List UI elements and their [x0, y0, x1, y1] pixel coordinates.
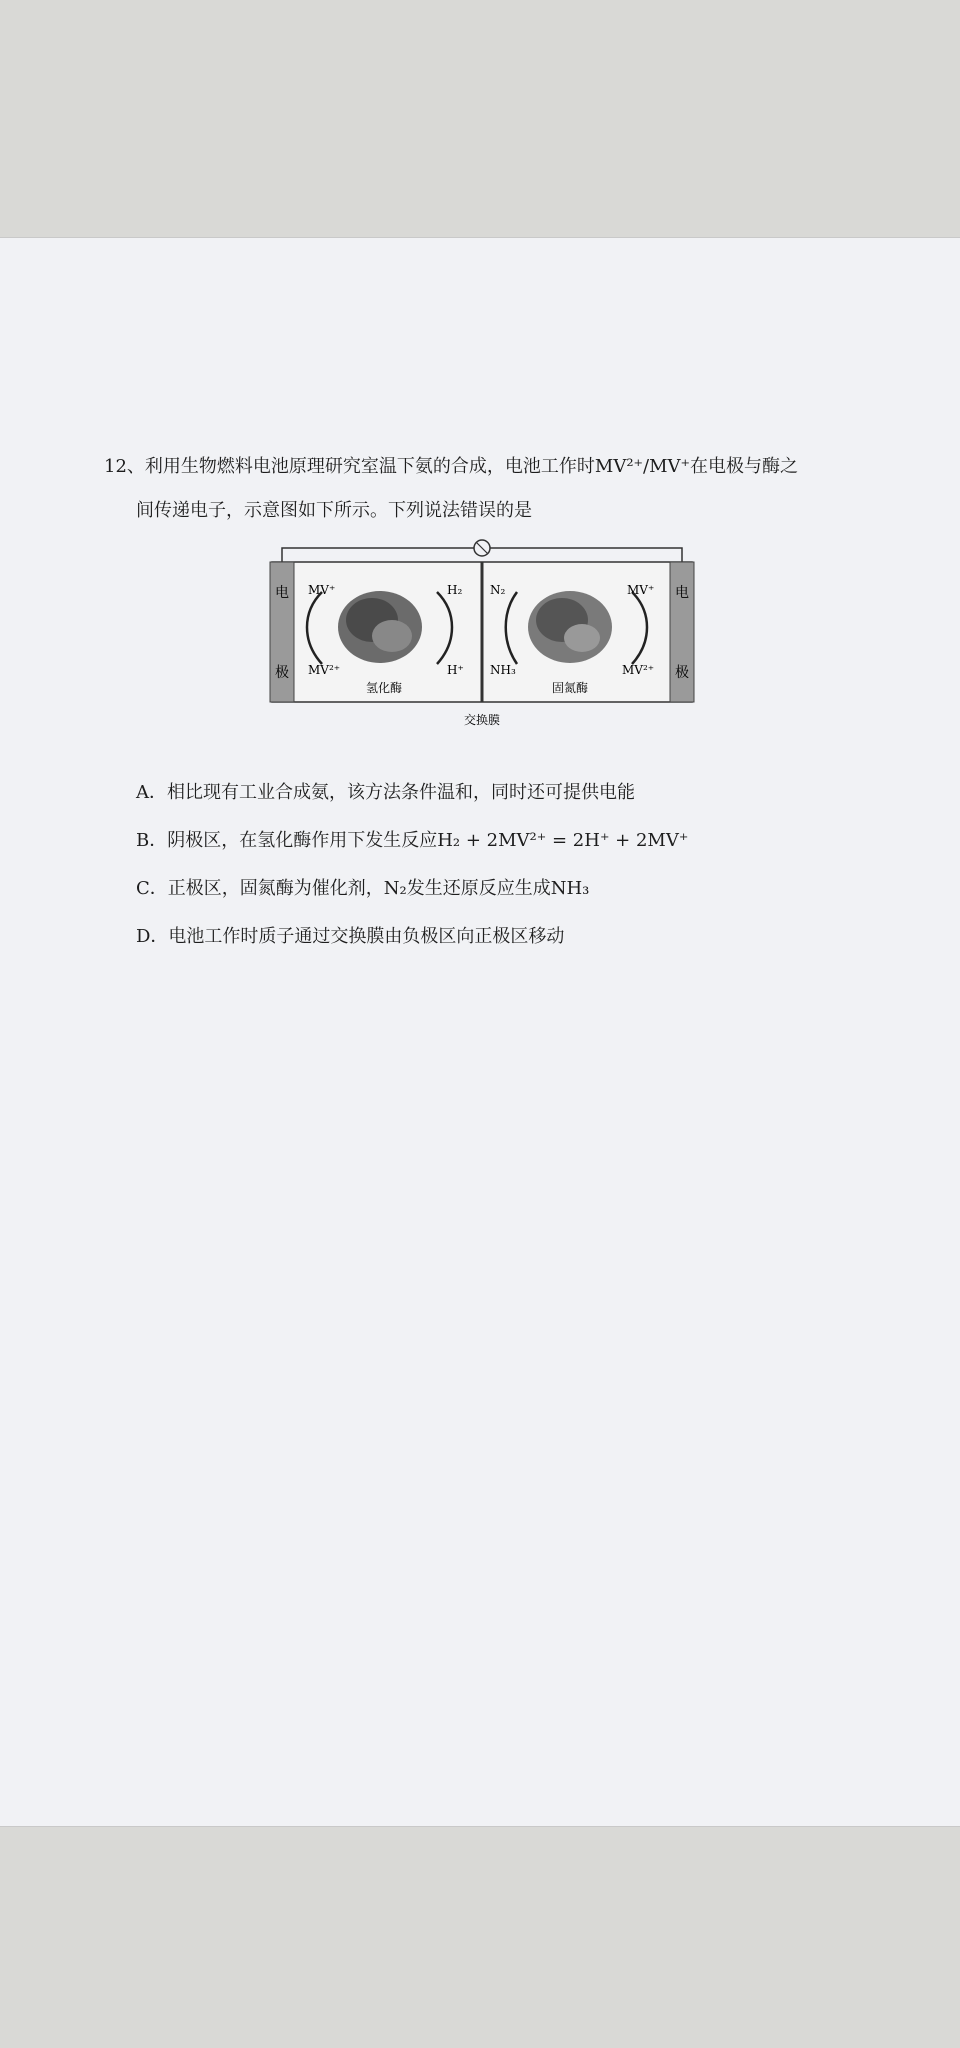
label-h-plus: H⁺	[447, 663, 464, 677]
label-hydrogenase: 氢化酶	[365, 681, 403, 695]
label-mv-plus-right: MV⁺	[627, 583, 655, 597]
q12-option-c: C．正极区，固氮酶为催化剂，N₂发生还原反应生成NH₃	[136, 878, 590, 899]
q12-line1: 12、利用生物燃料电池原理研究室温下氨的合成，电池工作时MV²⁺/MV⁺在电极与酶之	[104, 456, 799, 477]
label-h2: H₂	[447, 583, 463, 597]
right-electrode-top: 电	[675, 585, 689, 601]
label-membrane: 交换膜	[463, 713, 501, 727]
q12-option-a: A．相比现有工业合成氨，该方法条件温和，同时还可提供电能	[136, 782, 635, 803]
fuel-cell-diagram	[262, 532, 702, 732]
right-electrode-bottom: 极	[675, 665, 689, 681]
label-mv2-right: MV²⁺	[622, 663, 655, 677]
left-electrode-top: 电	[275, 585, 289, 601]
label-mv-plus-left: MV⁺	[308, 583, 336, 597]
q12-line2: 间传递电子，示意图如下所示。下列说法错误的是	[136, 500, 532, 521]
label-n2: N₂	[490, 583, 506, 597]
label-nh3: NH₃	[490, 663, 516, 677]
label-nitrogenase: 固氮酶	[551, 681, 589, 695]
q12-option-d: D．电池工作时质子通过交换膜由负极区向正极区移动	[136, 926, 565, 947]
q12-option-b: B．阴极区，在氢化酶作用下发生反应H₂ + 2MV²⁺ = 2H⁺ + 2MV⁺	[136, 830, 689, 851]
left-electrode-bottom: 极	[275, 665, 289, 681]
label-mv2-left: MV²⁺	[308, 663, 341, 677]
